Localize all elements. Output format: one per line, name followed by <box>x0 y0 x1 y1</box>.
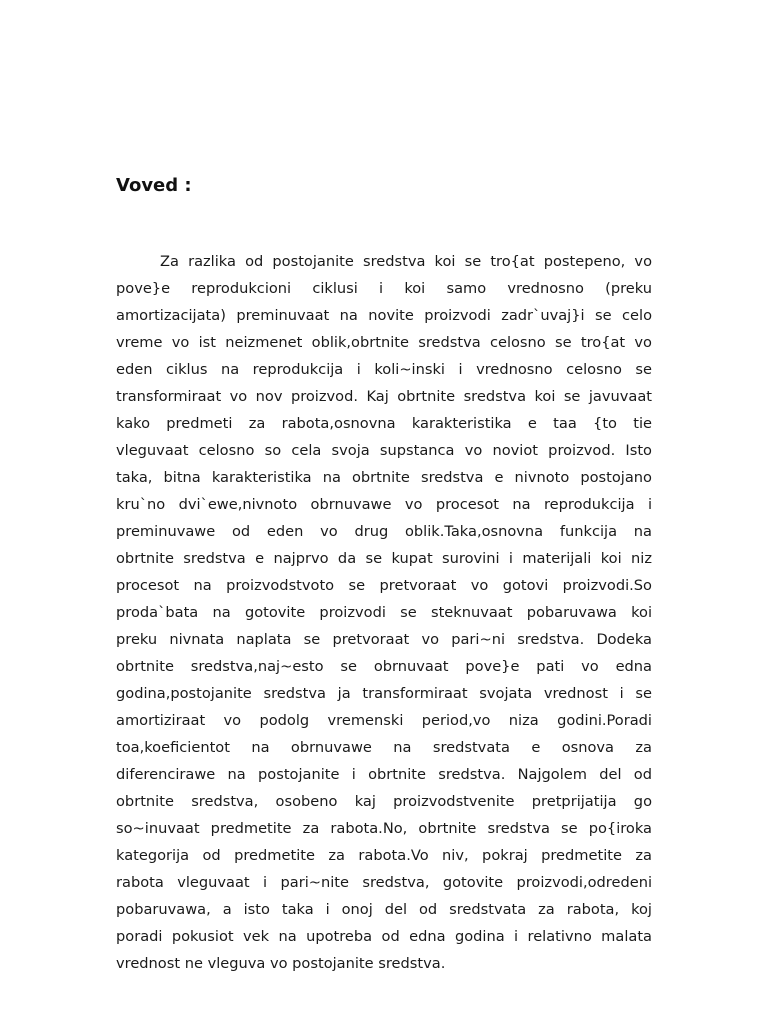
paragraph-line: kategorija od predmetite za rabota.Vo niv, pokraj predmetite za <box>116 847 652 864</box>
paragraph-line: kru`no dvi`ewe,nivnoto obrnuvawe vo procesot na reprodukcija i <box>116 496 652 513</box>
paragraph-line: vleguvaat celosno so cela svoja supstanca vo noviot proizvod. Isto <box>116 442 652 459</box>
paragraph-line: toa,koeficientot na obrnuvawe na sredstvata e osnova za <box>116 739 652 756</box>
paragraph-line: obrtnite sredstva e najprvo da se kupat surovini i materijali koi niz <box>116 550 652 567</box>
paragraph-line: rabota vleguvaat i pari~nite sredstva, gotovite proizvodi,odredeni <box>116 874 652 891</box>
paragraph-line: proda`bata na gotovite proizvodi se steknuvaat pobaruvawa koi <box>116 604 652 621</box>
paragraph-line: diferencirawe na postojanite i obrtnite sredstva. Najgolem del od <box>116 766 652 783</box>
paragraph-line: eden ciklus na reprodukcija i koli~inski i vrednosno celosno se <box>116 361 652 378</box>
paragraph-line: pove}e reprodukcioni ciklusi i koi samo vrednosno (preku <box>116 280 652 297</box>
paragraph-line: preku nivnata naplata se pretvoraat vo pari~ni sredstva. Dodeka <box>116 631 652 648</box>
paragraph-line: transformiraat vo nov proizvod. Kaj obrtnite sredstva koi se javuvaat <box>116 388 652 405</box>
paragraph-line: amortizacijata) preminuvaat na novite proizvodi zadr`uvaj}i se celo <box>116 307 652 324</box>
paragraph-line: vreme vo ist neizmenet oblik,obrtnite sredstva celosno se tro{at vo <box>116 334 652 351</box>
paragraph-line: pobaruvawa, a isto taka i onoj del od sredstvata za rabota, koj <box>116 901 652 918</box>
body-paragraph <box>116 248 652 977</box>
paragraph-line: obrtnite sredstva, osobeno kaj proizvodstvenite pretprijatija go <box>116 793 652 810</box>
paragraph-line: poradi pokusiot vek na upotreba od edna godina i relativno malata <box>116 928 652 945</box>
paragraph-line: godina,postojanite sredstva ja transformiraat svojata vrednost i se <box>116 685 652 702</box>
paragraph-line: kako predmeti za rabota,osnovna karakteristika e taa {to tie <box>116 415 652 432</box>
paragraph-line: preminuvawe od eden vo drug oblik.Taka,osnovna funkcija na <box>116 523 652 540</box>
paragraph-line: so~inuvaat predmetite za rabota.No, obrtnite sredstva se po{iroka <box>116 820 652 837</box>
section-heading: Voved : <box>116 175 192 196</box>
paragraph-line: Za razlika od postojanite sredstva koi se tro{at postepeno, vo <box>160 253 652 270</box>
paragraph-line: procesot na proizvodstvoto se pretvoraat vo gotovi proizvodi.So <box>116 577 652 594</box>
paragraph-line: vrednost ne vleguva vo postojanite sredstva. <box>116 955 446 972</box>
paragraph-line: amortiziraat vo podolg vremenski period,vo niza godini.Poradi <box>116 712 652 729</box>
paragraph-line: obrtnite sredstva,naj~esto se obrnuvaat pove}e pati vo edna <box>116 658 652 675</box>
paragraph-line: taka, bitna karakteristika na obrtnite sredstva e nivnoto postojano <box>116 469 652 486</box>
